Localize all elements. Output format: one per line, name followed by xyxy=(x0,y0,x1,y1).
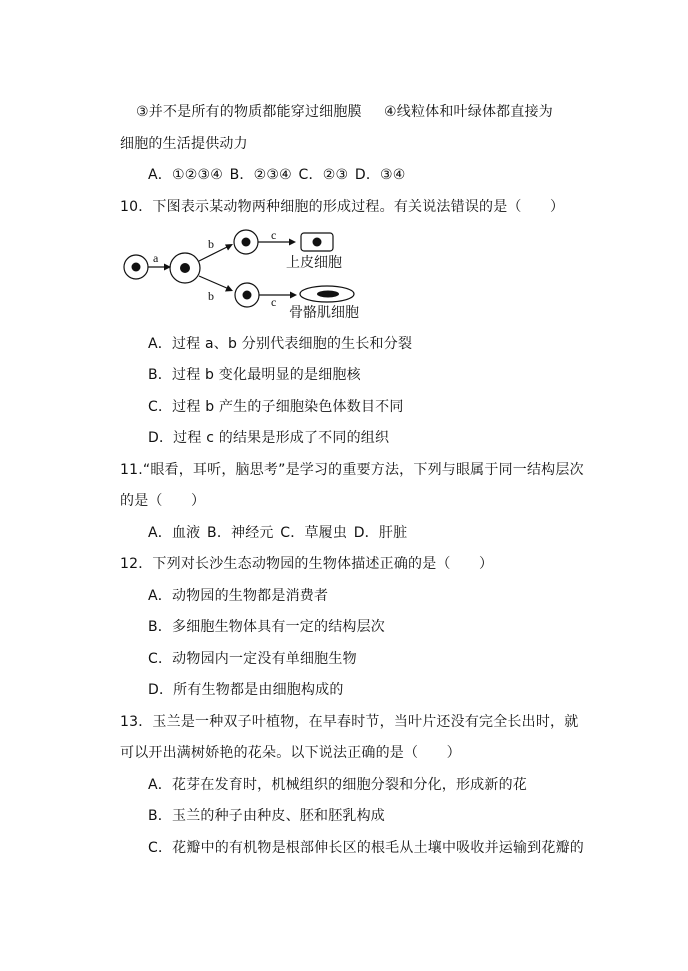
q12-option-b: B．多细胞生物体具有一定的结构层次 xyxy=(148,619,386,635)
q10-option-c: C．过程 b 产生的子细胞染色体数目不同 xyxy=(148,399,404,415)
q12-option-d: D．所有生物都是由细胞构成的 xyxy=(148,682,344,698)
skeletal-muscle-cell xyxy=(300,286,354,302)
label-c-top: c xyxy=(271,228,277,242)
epithelial-cell xyxy=(301,233,333,251)
q10-option-d: D．过程 c 的结果是形成了不同的组织 xyxy=(148,430,390,446)
q13-option-c: C．花瓣中的有机物是根部伸长区的根毛从土壤中吸收并运输到花瓣的 xyxy=(148,840,584,856)
q11-stem-line-2: 的是（ ） xyxy=(120,493,206,509)
q9-statement-4: ④线粒体和叶绿体都直接为 xyxy=(384,104,553,120)
arrow-b-bottom xyxy=(199,276,233,292)
daughter-cell-bottom xyxy=(235,283,259,307)
skeletal-muscle-cell-label: 骨骼肌细胞 xyxy=(289,305,359,321)
label-b-bottom: b xyxy=(208,289,214,303)
grown-cell xyxy=(170,253,200,283)
q13-option-b: B．玉兰的种子由种皮、胚和胚乳构成 xyxy=(148,808,386,824)
q13-stem-line-1: 13．玉兰是一种双子叶植物，在早春时节，当叶片还没有完全长出时，就 xyxy=(120,714,579,730)
arrow-a xyxy=(148,264,171,271)
arrow-c-bottom xyxy=(259,292,297,299)
q9-statement-4-continued: 细胞的生活提供动力 xyxy=(120,136,248,152)
q9-statement-3: ③并不是所有的物质都能穿过细胞膜 xyxy=(136,104,362,120)
epithelial-cell-label: 上皮细胞 xyxy=(286,255,342,271)
q10-stem: 10．下图表示某动物两种细胞的形成过程。有关说法错误的是（ ） xyxy=(120,199,565,215)
q10-option-b: B．过程 b 变化最明显的是细胞核 xyxy=(148,367,361,383)
daughter-cell-top xyxy=(234,230,258,254)
q13-option-a: A．花芽在发育时，机械组织的细胞分裂和分化，形成新的花 xyxy=(148,777,527,793)
arrow-b-top xyxy=(199,244,233,261)
q13-stem-line-2: 可以开出满树娇艳的花朵。以下说法正确的是（ ） xyxy=(120,745,461,761)
q12-option-a: A．动物园的生物都是消费者 xyxy=(148,588,329,604)
original-cell xyxy=(124,255,148,279)
q11-options: A．血液 B．神经元 C．草履虫 D．肝脏 xyxy=(148,525,408,541)
q9-options: A．①②③④ B．②③④ C．②③ D．③④ xyxy=(148,167,406,183)
q11-stem-line-1: 11.“眼看，耳听，脑思考”是学习的重要方法，下列与眼属于同一结构层次 xyxy=(120,462,584,478)
q10-option-a: A．过程 a、b 分别代表细胞的生长和分裂 xyxy=(148,336,413,352)
q12-stem: 12．下列对长沙生态动物园的生物体描述正确的是（ ） xyxy=(120,556,494,572)
label-a: a xyxy=(153,251,159,265)
q12-option-c: C．动物园内一定没有单细胞生物 xyxy=(148,651,357,667)
label-c-bottom: c xyxy=(271,295,277,309)
label-b-top: b xyxy=(208,237,214,251)
arrow-c-top xyxy=(258,239,296,246)
